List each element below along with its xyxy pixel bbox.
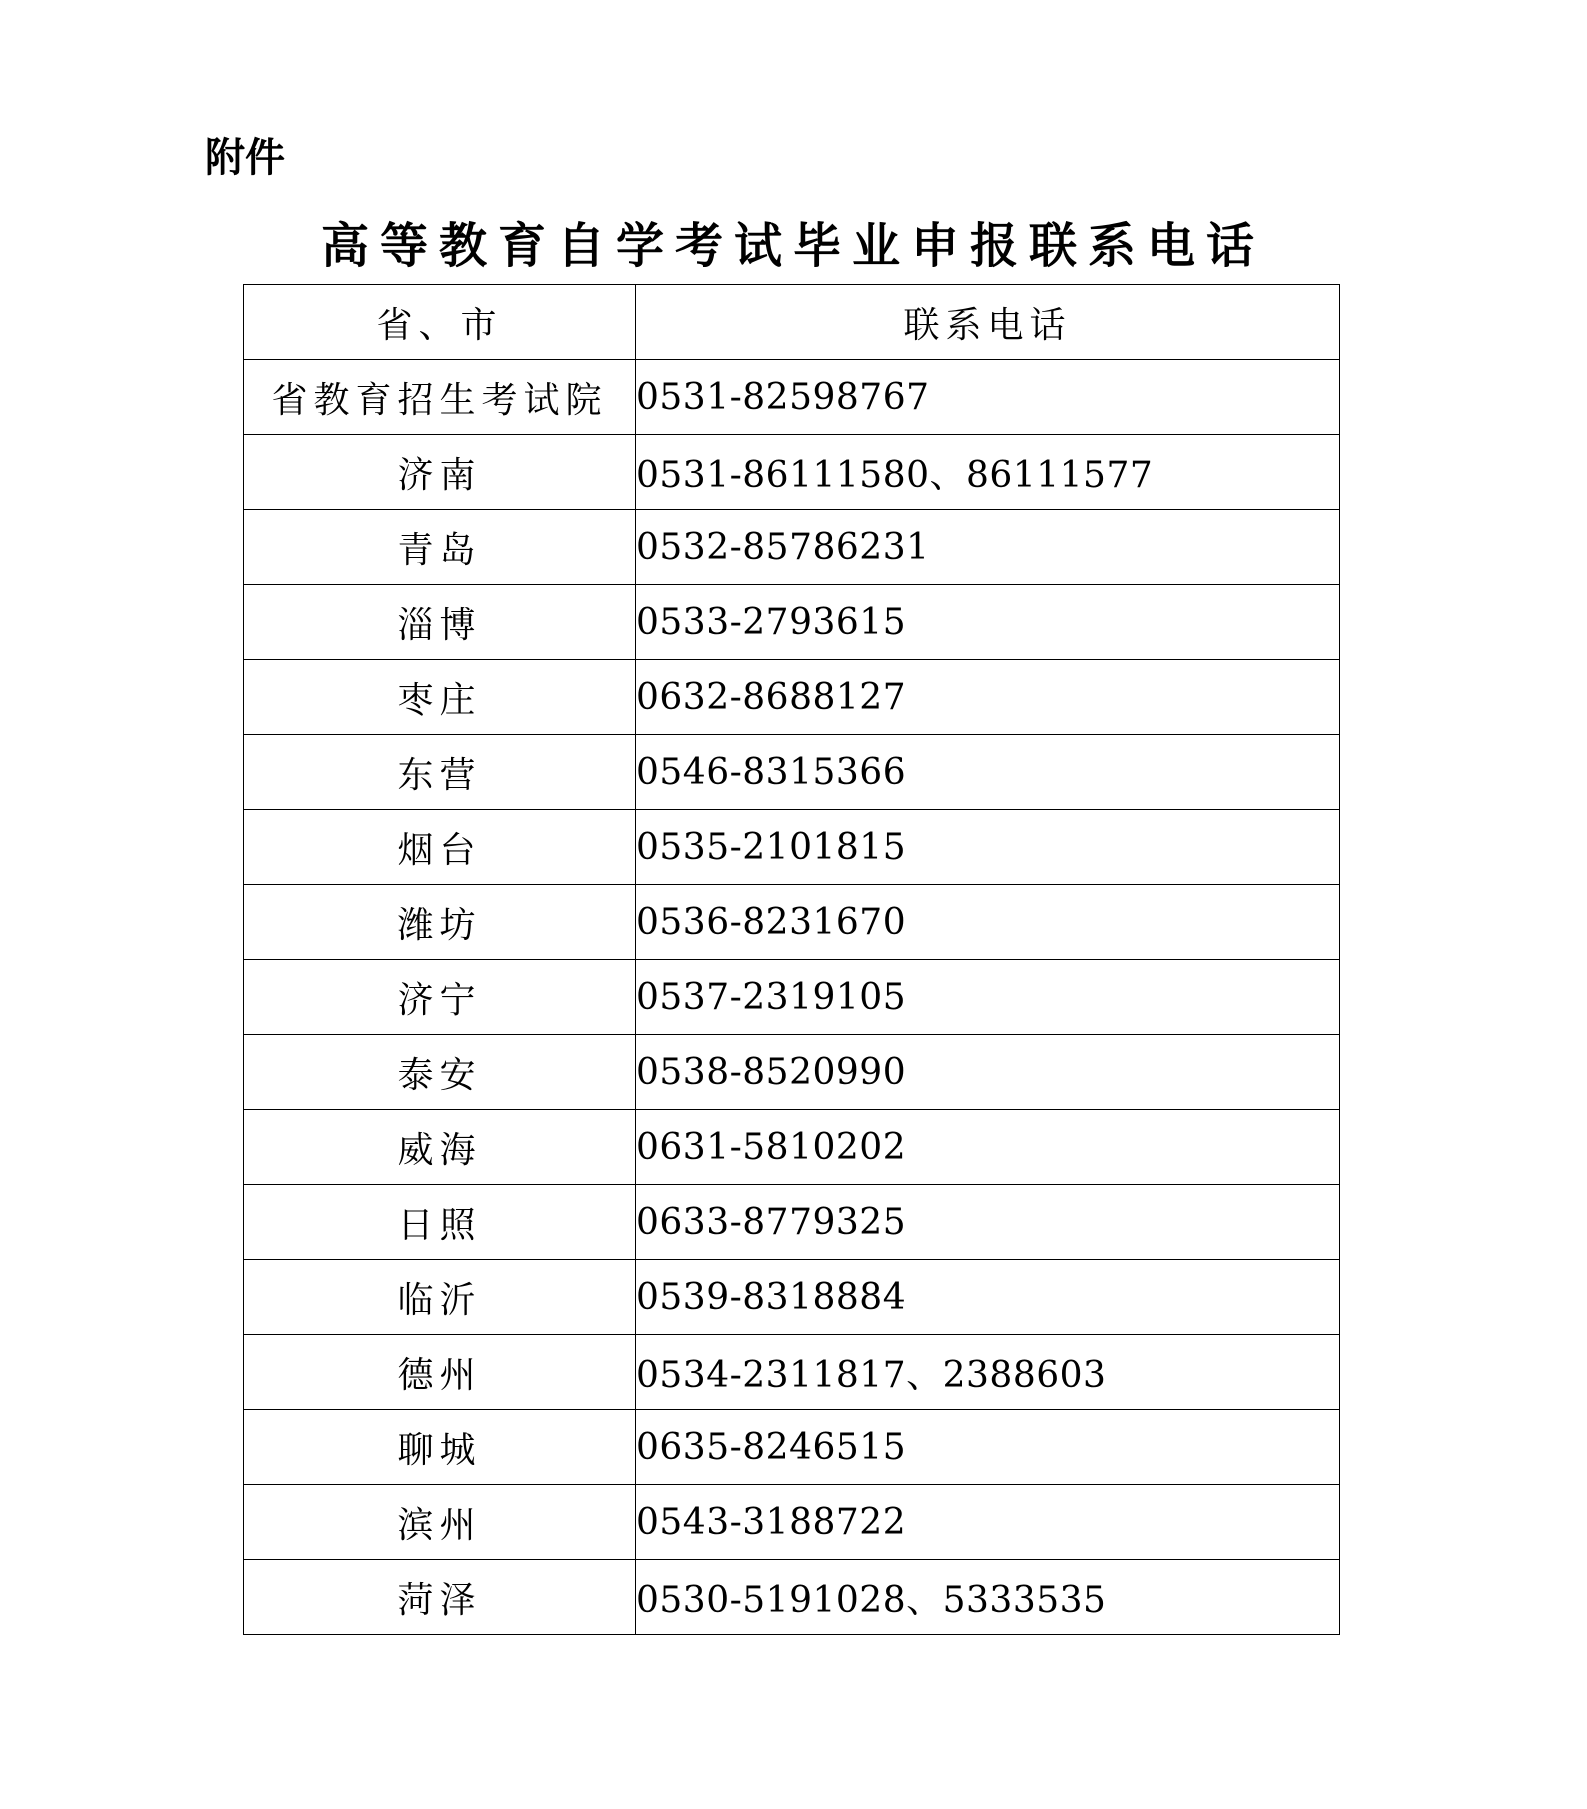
region-cell: 聊城: [244, 1410, 636, 1485]
phone-cell: 0538-8520990: [636, 1035, 1340, 1110]
region-cell: 菏泽: [244, 1560, 636, 1635]
attachment-label: 附件: [205, 135, 285, 181]
phone-cell: 0534-2311817、2388603: [636, 1335, 1340, 1410]
region-cell: 济南: [244, 435, 636, 510]
phone-cell: 0532-85786231: [636, 510, 1340, 585]
phone-cell: 0531-82598767: [636, 360, 1340, 435]
phone-cell: 0633-8779325: [636, 1185, 1340, 1260]
contact-table: [243, 284, 1340, 1635]
table-row: [244, 1560, 1340, 1635]
table-row: [244, 885, 1340, 960]
table-row: [244, 435, 1340, 510]
table-header-row: [244, 285, 1340, 360]
phone-cell: 0536-8231670: [636, 885, 1340, 960]
table-row: [244, 1110, 1340, 1185]
phone-cell: 0546-8315366: [636, 735, 1340, 810]
document-title: 高等教育自学考试毕业申报联系电话: [320, 218, 1265, 274]
region-cell: 临沂: [244, 1260, 636, 1335]
phone-cell: 0533-2793615: [636, 585, 1340, 660]
phone-cell: 0635-8246515: [636, 1410, 1340, 1485]
table-row: [244, 660, 1340, 735]
table-row: [244, 1185, 1340, 1260]
table-row: [244, 1485, 1340, 1560]
region-cell: 济宁: [244, 960, 636, 1035]
header-phone: 联系电话: [636, 285, 1340, 360]
region-cell: 潍坊: [244, 885, 636, 960]
region-cell: 枣庄: [244, 660, 636, 735]
region-cell: 泰安: [244, 1035, 636, 1110]
region-cell: 东营: [244, 735, 636, 810]
table-row: [244, 1410, 1340, 1485]
table-row: [244, 735, 1340, 810]
phone-cell: 0632-8688127: [636, 660, 1340, 735]
phone-cell: 0537-2319105: [636, 960, 1340, 1035]
table-row: [244, 510, 1340, 585]
region-cell: 滨州: [244, 1485, 636, 1560]
region-cell: 威海: [244, 1110, 636, 1185]
table-row: [244, 585, 1340, 660]
table-row: [244, 1260, 1340, 1335]
table-row: [244, 810, 1340, 885]
phone-cell: 0631-5810202: [636, 1110, 1340, 1185]
table-row: [244, 960, 1340, 1035]
phone-cell: 0543-3188722: [636, 1485, 1340, 1560]
phone-cell: 0535-2101815: [636, 810, 1340, 885]
phone-cell: 0539-8318884: [636, 1260, 1340, 1335]
region-cell: 青岛: [244, 510, 636, 585]
region-cell: 淄博: [244, 585, 636, 660]
table-row: [244, 1035, 1340, 1110]
table-row: [244, 1335, 1340, 1410]
phone-cell: 0531-86111580、86111577: [636, 435, 1340, 510]
region-cell: 省教育招生考试院: [244, 360, 636, 435]
region-cell: 日照: [244, 1185, 636, 1260]
phone-cell: 0530-5191028、5333535: [636, 1560, 1340, 1635]
region-cell: 德州: [244, 1335, 636, 1410]
header-region: 省、市: [244, 285, 636, 360]
table-row: [244, 360, 1340, 435]
region-cell: 烟台: [244, 810, 636, 885]
